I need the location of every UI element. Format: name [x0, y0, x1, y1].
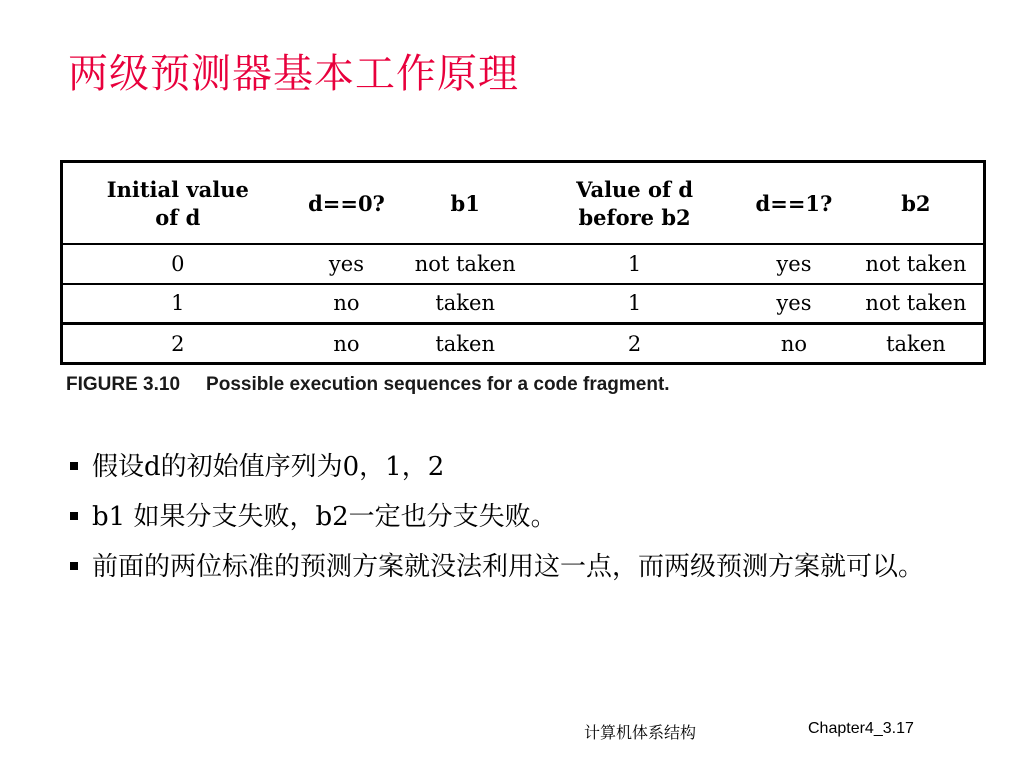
- figure-caption: [66, 374, 670, 396]
- header-d-eq-1: d==1?: [739, 162, 849, 244]
- footer-course-name: 计算机体系结构: [584, 723, 697, 742]
- table-row: [62, 324, 985, 364]
- table-cell: taken: [400, 324, 530, 364]
- square-bullet-icon: [70, 462, 78, 470]
- table-cell: 0: [62, 244, 293, 284]
- slide-title: 两级预测器基本工作原理: [68, 51, 519, 97]
- bullet-item: [70, 548, 950, 586]
- square-bullet-icon: [70, 512, 78, 520]
- header-initial-d: Initial value of d: [62, 162, 293, 244]
- bullet-item: [70, 448, 950, 486]
- table-cell: 1: [62, 284, 293, 324]
- header-b2: b2: [849, 162, 985, 244]
- table-cell: 1: [530, 244, 739, 284]
- bullet-text: b1 如果分支失败，b2一定也分支失败。: [92, 502, 557, 532]
- table-cell: not taken: [400, 244, 530, 284]
- bullet-list: [70, 448, 950, 598]
- header-d-before-b2: Value of d before b2: [530, 162, 739, 244]
- footer-page-number: Chapter4_3.17: [808, 720, 914, 737]
- table-cell: yes: [293, 244, 401, 284]
- table-cell: taken: [400, 284, 530, 324]
- table-cell: taken: [849, 324, 985, 364]
- table-header-row: [62, 162, 985, 244]
- header-b1: b1: [400, 162, 530, 244]
- table-cell: 2: [62, 324, 293, 364]
- table-cell: not taken: [849, 244, 985, 284]
- table-cell: 1: [530, 284, 739, 324]
- table-cell: no: [293, 324, 401, 364]
- bullet-item: [70, 498, 950, 536]
- table-cell: 2: [530, 324, 739, 364]
- table-cell: no: [293, 284, 401, 324]
- table-cell: yes: [739, 284, 849, 324]
- table-row: [62, 284, 985, 324]
- figure-label: FIGURE 3.10: [66, 374, 181, 395]
- execution-sequence-table: [60, 160, 986, 365]
- table-cell: no: [739, 324, 849, 364]
- table-cell: yes: [739, 244, 849, 284]
- table-row: [62, 244, 985, 284]
- figure-caption-text: Possible execution sequences for a code fragment.: [206, 374, 670, 395]
- square-bullet-icon: [70, 562, 78, 570]
- bullet-text: 假设d的初始值序列为0，1，2: [92, 452, 445, 482]
- table-cell: not taken: [849, 284, 985, 324]
- bullet-text: 前面的两位标准的预测方案就没法利用这一点，而两级预测方案就可以。: [92, 552, 925, 582]
- header-d-eq-0: d==0?: [293, 162, 401, 244]
